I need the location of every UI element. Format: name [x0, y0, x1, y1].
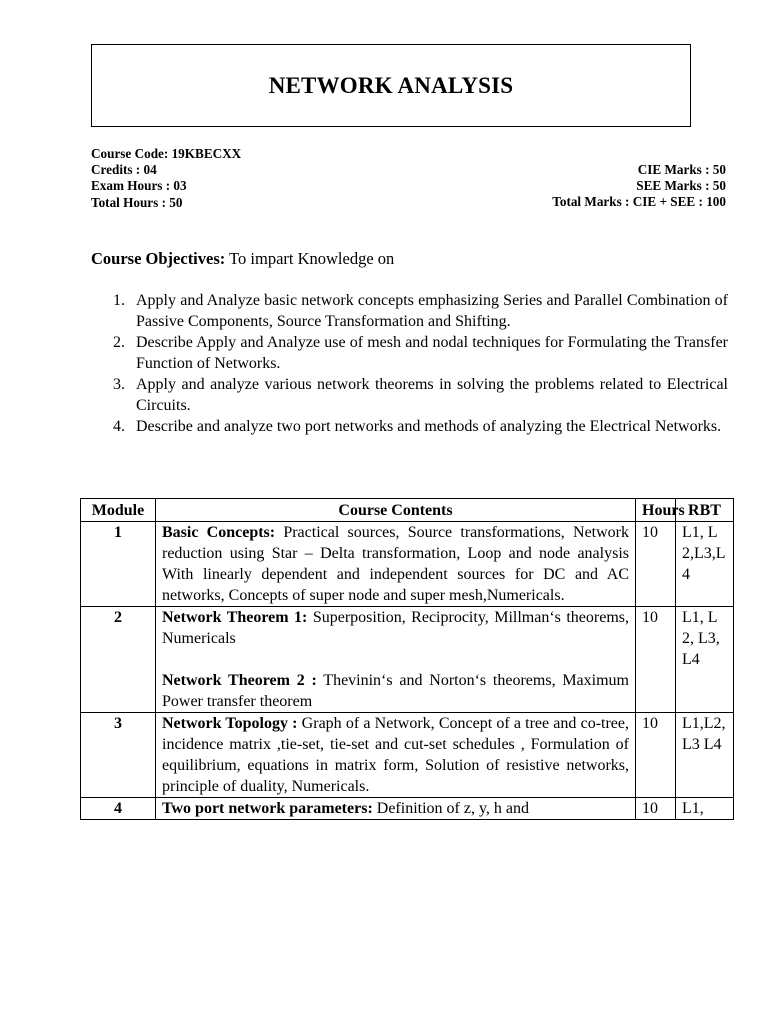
course-meta-left: [91, 146, 241, 211]
module-contents: Two port network parameters: Definition of z, y, h and: [156, 798, 636, 820]
objective-item: 3. Apply and analyze various network theorems in solving the problems related to Electrical Circuits.: [113, 376, 728, 414]
header-contents: Course Contents: [156, 499, 636, 522]
page-title: NETWORK ANALYSIS: [268, 72, 514, 98]
module-rbt: L1,: [676, 798, 734, 820]
objectives-label: Course Objectives:: [91, 249, 226, 268]
objective-item: 1. Apply and Analyze basic network concepts emphasizing Series and Parallel Combination of Passive Components, Source Transformation and Shifting.: [113, 292, 728, 330]
module-hours: 10: [636, 713, 676, 798]
course-meta-right: [552, 162, 726, 211]
module-rbt: L1, L2,L3,L4: [676, 522, 734, 607]
module-rbt: L1, L2, L3,L4: [676, 607, 734, 713]
table-row: [81, 713, 734, 798]
module-hours: 10: [636, 522, 676, 607]
objective-item: 4. Describe and analyze two port networks and methods of analyzing the Electrical Networks.: [113, 418, 722, 435]
course-code: Course Code: 19KBECXX: [91, 146, 242, 161]
total-hours: Total Hours : 50: [91, 194, 183, 210]
module-hours: 10: [636, 798, 676, 820]
table-header-row: [81, 499, 734, 522]
table-row: [81, 522, 734, 607]
header-module: Module: [81, 499, 156, 522]
see-marks: SEE Marks : 50: [636, 178, 726, 194]
course-contents-table: [80, 498, 734, 820]
credits: Credits : 04: [91, 162, 157, 178]
header-hours: Hours: [636, 499, 676, 522]
module-number: 2: [81, 607, 156, 713]
module-contents: Network Theorem 1: Superposition, Reciprocity, Millman‘s theorems, Numericals Network Theorem 2 : Thevinin‘s and Norton‘s theorems, Maximum Power transfer theorem: [156, 607, 636, 713]
module-number: 3: [81, 713, 156, 798]
module-number: 1: [81, 522, 156, 607]
objective-item: 2. Describe Apply and Analyze use of mesh and nodal techniques for Formulating the Transfer Function of Networks.: [113, 334, 728, 372]
module-contents: Basic Concepts: Practical sources, Source transformations, Network reduction using Star – Delta transformation, Loop and node analysis With linearly dependent and independent sources for DC and AC networks, Concepts of super node and super mesh,Numericals.: [156, 522, 636, 607]
module-number: 4: [81, 798, 156, 820]
title-box: [91, 44, 691, 127]
cie-marks: CIE Marks : 50: [637, 162, 726, 177]
module-hours: 10: [636, 607, 676, 713]
objectives-list: [91, 290, 728, 437]
objectives-intro: To impart Knowledge on: [225, 249, 395, 268]
module-contents: Network Topology : Graph of a Network, Concept of a tree and co-tree, incidence matrix ,tie-set, tie-set and cut-set schedules , Formulation of equilibrium, equations in matrix form, Solution of resistive networks, principle of duality, Numericals.: [156, 713, 636, 798]
exam-hours: Exam Hours : 03: [91, 178, 187, 194]
header-rbt: RBT: [676, 499, 734, 522]
module-rbt: L1,L2,L3 L4: [676, 713, 734, 798]
table-row: [81, 798, 734, 820]
total-marks: Total Marks : CIE + SEE : 100: [552, 194, 726, 210]
objectives-heading: [91, 249, 394, 269]
table-row: [81, 607, 734, 713]
